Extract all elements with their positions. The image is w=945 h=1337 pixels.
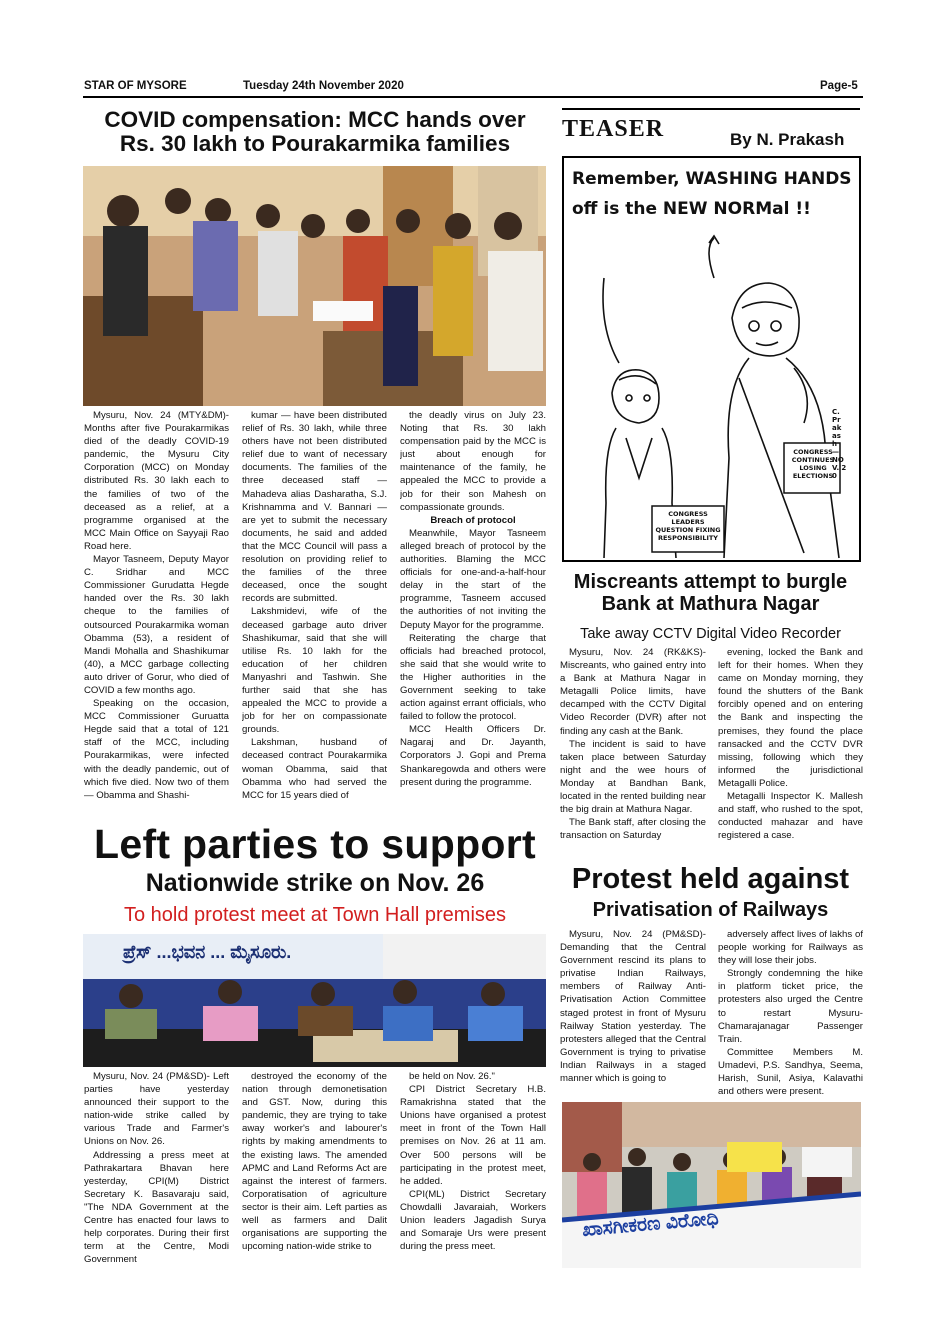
paragraph: Meanwhile, Mayor Tasneem alleged breach of protocol by the authorities. Blaming the MCC officials for one-and-a-half-hour delay in the start of the programme, Tasneem accused the authorities of not inviting the Deputy Mayor for the programme. xyxy=(400,527,546,631)
miscreants-headline-line1: Miscreants attempt to burgle xyxy=(573,571,848,593)
paragraph: Committee Members M. Umadevi, P.S. Sandhya, Seema, Harish, Sunil, Asiya, Kalavathi and others were present. xyxy=(718,1046,863,1098)
paragraph: Lakshman, husband of deceased contract Pourakarmika woman Obamma, said that Obamma who had served the MCC for 15 years died of xyxy=(242,737,387,801)
paragraph: Speaking on the occasion, MCC Commissioner Guruatta Hegde said that a total of 121 staff of the MCC, including Pourakarmikas, were infected with the deadly pandemic, out of which five died. Now two of them — Obamma and Shashi- xyxy=(84,698,229,801)
sign-right-text: CONGRESS CONTINUES LOSING ELECTIONS xyxy=(791,448,835,480)
left-parties-body-col2 xyxy=(242,1070,387,1270)
covid-body-col1 xyxy=(84,409,229,819)
railways-subhead: Privatisation of Railways xyxy=(592,899,829,921)
railways-banner-text: ಖಾಸಗೀಕರಣ ವಿರೋಧಿ xyxy=(581,1208,720,1241)
paragraph: kumar — have been distributed relief of Rs. 30 lakh, while three others have not been distributed relief due to want of necessary documents. The families of the three deceased staff — Mahadeva alias Dasharatha, S.J. Krishnamma and V. Bannari — are yet to submit the necessary documents, he said and added that the MCC Council will pass a resolution on providing relief to the families of the three deceased, once the sought records are submitted. xyxy=(242,410,387,605)
left-parties-body-col3 xyxy=(400,1070,546,1270)
paragraph: Mysuru, Nov. 24 (RK&KS)- Miscreants, who gained entry into a Bank at Mathura Nagar in Metagalli Police limits, have decamped with the CCTV Digital Video Recorder (DVR) after not finding any cash at the Bank. xyxy=(560,647,706,737)
paper-name: STAR OF MYSORE xyxy=(84,80,187,92)
covid-subhead: Breach of protocol xyxy=(430,514,516,526)
paragraph: CPI District Secretary H.B. Ramakrishna stated that the Unions have organised a protest meet in front of the Town Hall premises on Nov. 26 at 11 am. Over 500 persons will be participating in the protest meet, he added. xyxy=(400,1084,546,1187)
miscreants-body-col1 xyxy=(560,646,706,860)
covid-headline-line2: Rs. 30 lakh to Pourakarmika families xyxy=(119,131,511,157)
cartoon-panel xyxy=(562,156,861,562)
miscreants-headline xyxy=(558,572,863,615)
sign-left-text: CONGRESS LEADERS QUESTION FIXING RESPONSIBILITY xyxy=(655,510,721,542)
paragraph: adversely affect lives of lakhs of people working for Railways as they will lose their jobs. xyxy=(718,929,863,967)
paragraph: Mysuru, Nov. 24 (PM&SD)- Left parties have yesterday announced their support to the nation-wide strike called by various Trade and Farmer's Unions on Nov. 26. xyxy=(84,1071,229,1148)
paragraph: Reiterating the charge that officials had breached protocol, she said that she would write to the Higher authorities in the Government seeking to take action against errant officials, who failed to follow the protocol. xyxy=(400,632,546,723)
page-number: Page-5 xyxy=(820,80,858,92)
paragraph: Mayor Tasneem, Deputy Mayor C. Sridhar and MCC Commissioner Gurudatta Hegde handed over the Rs. 30 lakh cheque to the families of outsourced Pourakarmika woman Obamma (53), a resident of Mandi Mohalla and Shashikumar (40), a MCC garbage collecting auto driver of Gorur, who died of COVID a few months ago. xyxy=(84,554,229,696)
paragraph: The Bank staff, after closing the transaction on Saturday xyxy=(560,817,706,842)
left-parties-body-col1 xyxy=(84,1070,229,1270)
railways-body-col2 xyxy=(718,928,863,1098)
paragraph: Mysuru, Nov. 24 (PM&SD)- Demanding that the Central Government rescind its plans to privatise Indian Railways, members of Railway Anti-Privatisation Action Committee staged protest in front of Mysuru Railway Station yesterday. The protesters alleged that the Central Government is trying to privatise Indian Railways in a staged manner which is going to xyxy=(560,929,706,1085)
paragraph: be held on Nov. 26." xyxy=(409,1071,495,1082)
left-parties-headline: Left parties to support xyxy=(94,821,536,867)
teaser-byline: By N. Prakash xyxy=(730,130,845,149)
cartoon-caption: Remember, WASHING HANDS off is the NEW NORMal !! xyxy=(572,169,852,219)
teaser-label: TEASER xyxy=(562,116,665,142)
paragraph: Metagalli Inspector K. Mallesh and staff, who rushed to the spot, conducted mahazar and have registered a case. xyxy=(718,791,863,842)
paragraph: Addressing a press meet at Pathrakartara Bhavan here yesterday, CPI(M) District Secretary K. Basavaraju said, "The NDA Government at the Centre has enacted four laws to help corporates. During their first term at the Centre, Modi Government xyxy=(84,1149,229,1266)
left-parties-kicker: To hold protest meet at Town Hall premises xyxy=(123,904,507,926)
paragraph: evening, locked the Bank and left for their homes. When they came on Monday morning, they found the shutters of the Bank forcibly opened and on entering the Bank and inspecting the premises, they found the place ransacked and the CCTV DVR missing, following which they informed the jurisdictional Metagalli Police. xyxy=(718,647,863,789)
covid-body-col3 xyxy=(400,409,546,819)
miscreants-body-col2 xyxy=(718,646,863,860)
paragraph: Mysuru, Nov. 24 (MTY&DM)- Months after five Pourakarmikas died of the deadly COVID-19 pandemic, the Mysuru City Corporation (MCC) on Monday distributed Rs. 30 lakh each to the families of two of the deceased as a relief, at a programme organised at the MCC Main Office on Sayyaji Rao Road here. xyxy=(84,410,229,552)
miscreants-headline-line2: Bank at Mathura Nagar xyxy=(601,592,820,615)
cartoon-signature: C.Prakash — NOV.'20 xyxy=(832,408,847,480)
paragraph: Lakshmidevi, wife of the deceased garbage auto driver Shashikumar, said that she will utilise Rs. 10 lakh for the education of her children Manyashri and Tashwin. She further said that she has appealed the MCC to provide a job for her on compassionate grounds. xyxy=(242,606,387,736)
teaser-top-rule xyxy=(562,108,860,110)
paragraph: Strongly condemning the hike in platform ticket price, the protesters also urged the Centre to restart Mysuru-Chamarajanagar Passenger Train. xyxy=(718,968,863,1045)
paragraph: the deadly virus on July 23. Noting that Rs. 30 lakh compensation paid by the MCC is just about enough for maintenance of the family, he appealed the MCC to provide a job for their son Mahesh on compassionate grounds. xyxy=(400,410,546,513)
covid-body-col2 xyxy=(242,409,387,819)
left-parties-banner-text: ಪ್ರೆಸ್ ...ಭವನ ... ಮೈಸೂರು. xyxy=(123,942,292,962)
railways-photo xyxy=(562,1102,861,1268)
issue-date: Tuesday 24th November 2020 xyxy=(243,80,404,92)
left-parties-subhead: Nationwide strike on Nov. 26 xyxy=(145,869,485,897)
paragraph: The incident is said to have taken place between Saturday night and the wee hours of Monday at Bandhan Bank, located in the rented building near the big drain at Mathura Nagar. xyxy=(560,738,706,816)
header-rule xyxy=(83,96,863,98)
covid-photo xyxy=(83,166,546,406)
paragraph: destroyed the economy of the nation through demonetisation and GST. Now, during this pandemic, they are trying to take away worker's and labourer's rights by making amendments to the existing laws. The amended APMC and Land Reforms Act are against the interest of farmers. Corporatisation of agriculture sector is their aim. Left parties as well as farmers and Dalit organisations are supporting the upcoming nation-wide strike to xyxy=(242,1071,387,1253)
railways-headline: Protest held against xyxy=(571,863,850,895)
covid-headline-line1: COVID compensation: MCC hands over xyxy=(104,107,526,132)
covid-headline xyxy=(82,108,548,157)
paragraph: CPI(ML) District Secretary Chowdalli Javaraiah, Workers Union leaders Jagadish Surya and Somaraje Urs were present during the press meet. xyxy=(400,1188,546,1253)
railways-body-col1 xyxy=(560,928,706,1098)
left-parties-photo xyxy=(83,934,546,1067)
paragraph: MCC Health Officers Dr. Nagaraj and Dr. Jayanth, Corporators J. Gopi and Prema Shankaregowda and others were present during the programme. xyxy=(400,724,546,788)
miscreants-subhead: Take away CCTV Digital Video Recorder xyxy=(580,626,841,642)
